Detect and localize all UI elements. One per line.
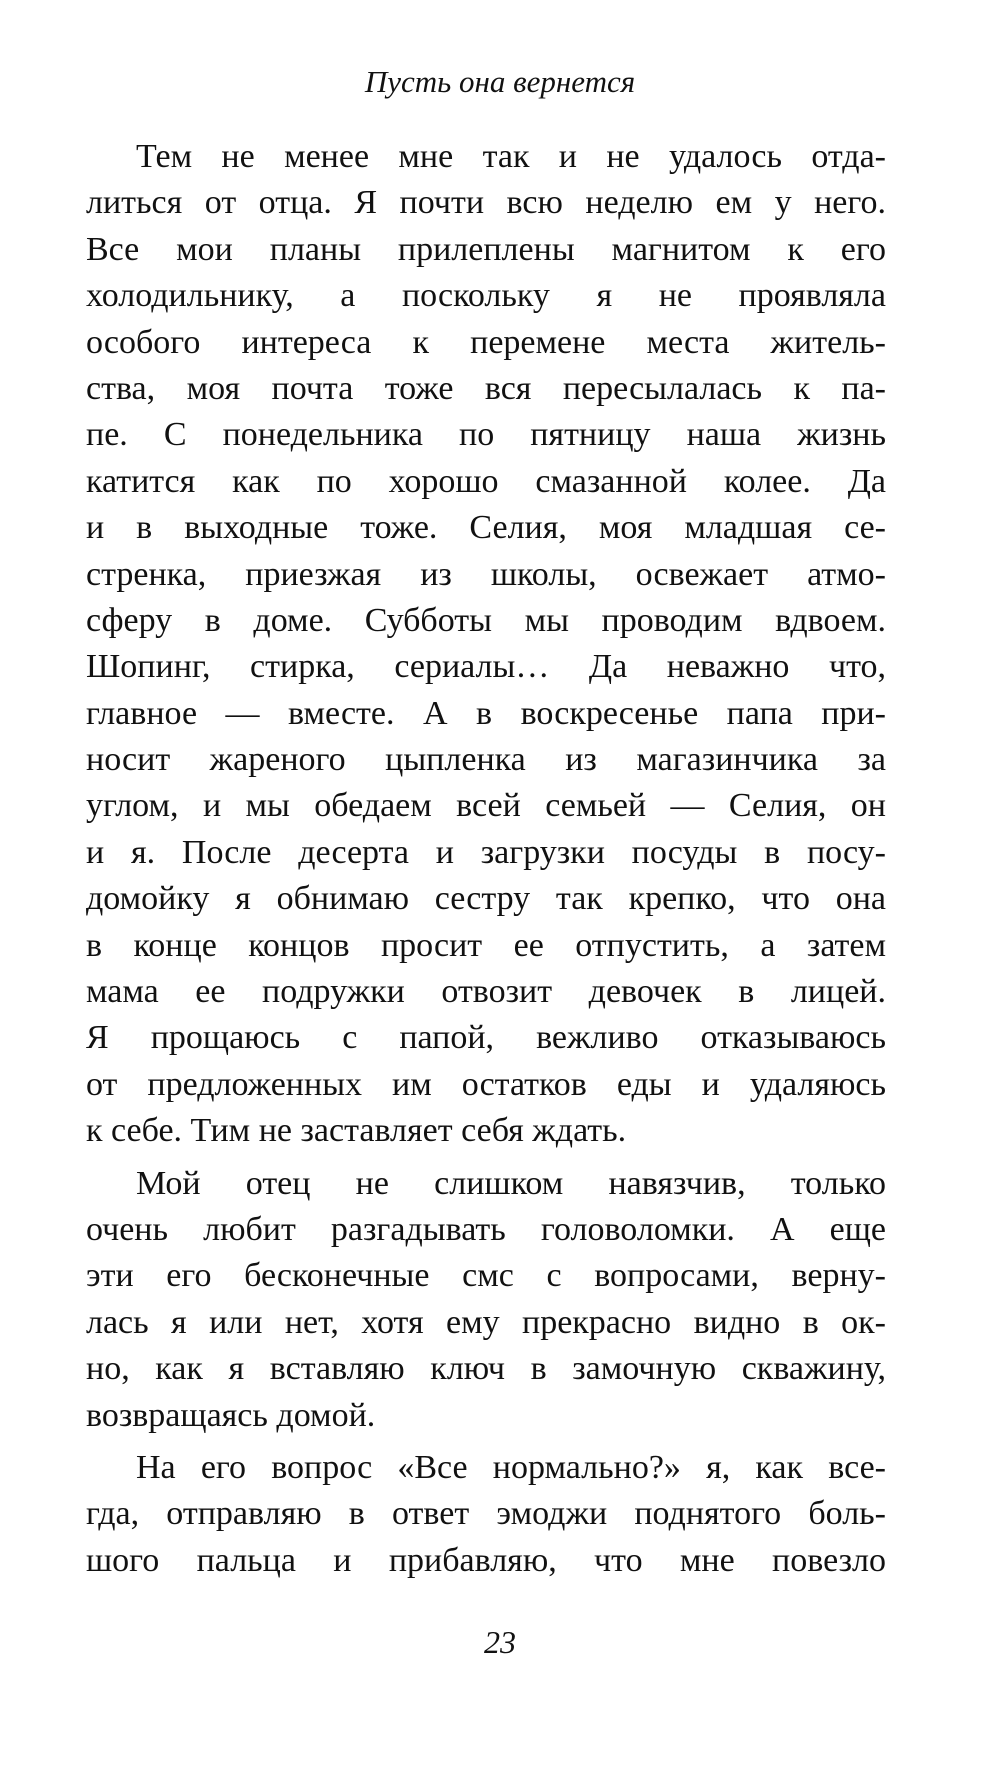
text-line: Все мои планы прилеплены магнитом к его [86,230,886,268]
paragraph [86,1161,886,1439]
text-line: носит жареного цыпленка из магазинчика за [86,741,886,779]
text-line: очень любит разгадывать головоломки. А еще [86,1210,886,1248]
paragraph [86,134,886,1155]
text-line: в конце концов просит ее отпустить, а затем [86,926,886,964]
text-line: но, как я вставляю ключ в замочную скважину, [86,1350,886,1388]
text-line: катится как по хорошо смазанной колее. Да [86,462,886,500]
body-text [86,134,886,1584]
text-line: возвращаясь домой. [86,1396,376,1434]
text-line: Тем не менее мне так и не удалось отда- [136,138,886,175]
text-line: главное — вместе. А в воскресенье папа при- [86,694,886,732]
text-line: эти его бесконечные смс с вопросами, верну- [86,1257,886,1295]
text-line: ства, моя почта тоже вся пересылалась к па- [86,369,886,407]
page-number: 23 [484,1624,516,1660]
text-line: пе. С понедельника по пятницу наша жизнь [86,416,886,454]
text-line: лась я или нет, хотя ему прекрасно видно в ок- [86,1303,886,1341]
text-line: Я прощаюсь с папой, вежливо отказываюсь [86,1019,886,1057]
text-line: к себе. Тим не заставляет себя ждать. [86,1112,627,1150]
text-line: домойку я обнимаю сестру так крепко, что она [86,880,886,918]
text-line: мама ее подружки отвозит девочек в лицей. [86,973,886,1011]
text-line: сферу в доме. Субботы мы проводим вдвоем. [86,601,886,639]
text-line: гда, отправляю в ответ эмоджи поднятого боль- [86,1495,886,1533]
text-line: и в выходные тоже. Селия, моя младшая се- [86,509,886,547]
text-line: литься от отца. Я почти всю неделю ем у него. [86,184,886,222]
text-line: холодильнику, а поскольку я не проявляла [86,277,886,315]
text-line: от предложенных им остатков еды и удаляюсь [86,1065,886,1103]
text-line: особого интереса к перемене места житель- [86,323,886,361]
text-line: Мой отец не слишком навязчив, только [136,1164,886,1202]
running-head: Пусть она вернется [364,64,636,99]
text-line: На его вопрос «Все нормально?» я, как все- [136,1448,886,1486]
paragraph [86,1445,886,1584]
text-line: и я. После десерта и загрузки посуды в посу- [86,833,886,871]
text-line: Шопинг, стирка, сериалы… Да неважно что, [86,648,886,686]
text-line: стренка, приезжая из школы, освежает атмо- [86,555,886,593]
text-line: шого пальца и прибавляю, что мне повезло [86,1541,886,1579]
text-line: углом, и мы обедаем всей семьей — Селия, он [86,787,886,825]
